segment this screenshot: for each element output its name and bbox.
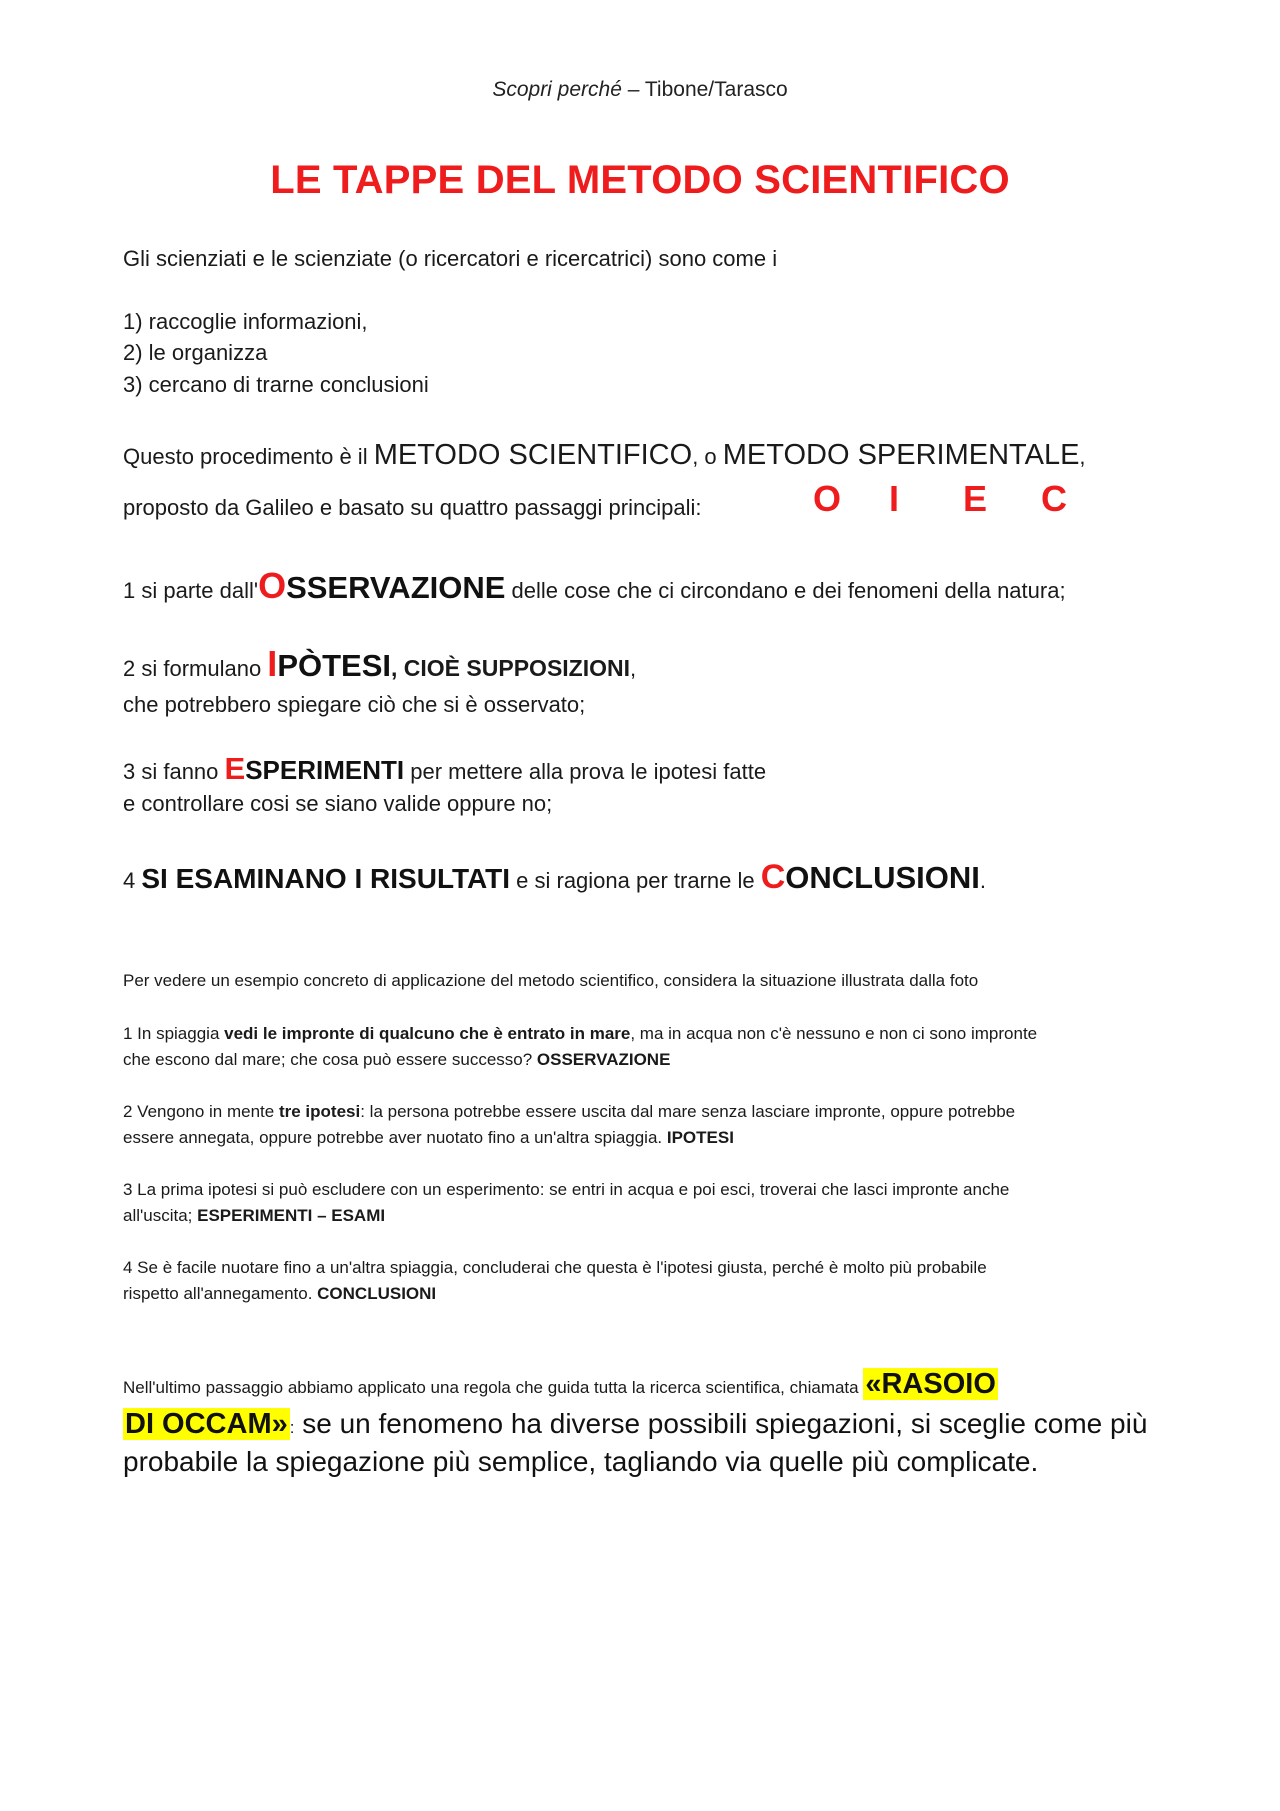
method-term-experimental: METODO SPERIMENTALE	[722, 439, 1080, 471]
example-1-pre: 1 In spiaggia	[123, 1024, 225, 1043]
method-term-scientific: METODO SCIENTIFICO	[373, 439, 693, 471]
step-2-word: PÒTESI	[277, 648, 392, 683]
occam-highlight-1: «RASOIO	[865, 1368, 996, 1400]
step-4-post: .	[979, 868, 987, 893]
example-2-pre: 2 Vengono in mente	[123, 1102, 279, 1121]
example-2-line-1	[123, 1102, 1015, 1122]
step-4-bold: SI ESAMINANO I RISULTATI	[141, 863, 511, 894]
step-1-initial: O	[258, 565, 287, 606]
intro-text: Gli scienziati e le scienziate (o ricercatori e ricercatrici) sono come i	[123, 246, 778, 271]
occam-colon: :	[289, 1418, 295, 1437]
step-1-post: delle cose che ci circondano e dei fenomeni della natura;	[505, 578, 1066, 603]
step-3-initial: E	[224, 751, 246, 786]
list-item-3: 3) cercano di trarne conclusioni	[123, 372, 429, 397]
example-1-line-2	[123, 1050, 670, 1070]
oiec-letter-e: E	[963, 478, 988, 519]
example-1-bold: vedi le impronte di qualcuno che è entrato in mare	[224, 1024, 631, 1043]
example-2-line-2	[123, 1128, 734, 1148]
example-4-tag: CONCLUSIONI	[317, 1284, 437, 1303]
header-separator: –	[621, 78, 645, 101]
step-2	[123, 643, 636, 685]
occam-highlight-2: DI OCCAM»	[125, 1408, 288, 1440]
example-2-post: : la persona potrebbe essere uscita dal mare senza lasciare impronte, oppure potrebbe	[360, 1102, 1016, 1121]
header-authors: Tibone/Tarasco	[644, 78, 788, 101]
oiec-letter-o: O	[813, 478, 842, 519]
method-post: ,	[1079, 444, 1086, 469]
step-2-line-2: che potrebbero spiegare ciò che si è osservato;	[123, 692, 586, 717]
example-3-line-2	[123, 1206, 385, 1226]
step-1-pre: 1 si parte dall'	[123, 578, 259, 603]
oiec-letter-c: C	[1041, 478, 1067, 519]
page-title: LE TAPPE DEL METODO SCIENTIFICO	[270, 158, 1010, 202]
occam-line-1	[123, 1368, 998, 1401]
page-header	[0, 78, 1280, 102]
example-4-line-2-text: rispetto all'annegamento.	[123, 1284, 318, 1303]
step-3-pre: 3 si fanno	[123, 759, 225, 784]
example-intro: Per vedere un esempio concreto di applicazione del metodo scientifico, considera la situazione illustrata dalla foto	[123, 971, 979, 990]
example-3-line-1: 3 La prima ipotesi si può escludere con un esperimento: se entri in acqua e poi esci, troverai che lasci impronte anche	[123, 1180, 1010, 1199]
example-3-tag: ESPERIMENTI – ESAMI	[197, 1206, 386, 1225]
step-2-post: ,	[630, 656, 637, 681]
example-1-line-1	[123, 1024, 1037, 1044]
book-title: Scopri perché	[492, 78, 622, 101]
example-2-line-2-text: essere annegata, oppure potrebbe aver nuotato fino a un'altra spiaggia.	[123, 1128, 667, 1147]
example-2-tag: IPOTESI	[666, 1128, 734, 1147]
example-3-line-2-text: all'uscita;	[123, 1206, 198, 1225]
step-3-word: SPERIMENTI	[245, 755, 405, 785]
step-2-bold: , CIOÈ SUPPOSIZIONI	[391, 655, 630, 681]
list-item-1: 1) raccoglie informazioni,	[123, 309, 368, 334]
method-mid: , o	[692, 444, 723, 469]
example-4-line-2	[123, 1284, 436, 1304]
step-3-line-2: e controllare cosi se siano valide oppure no;	[123, 791, 553, 816]
example-4-line-1: 4 Se è facile nuotare fino a un'altra spiaggia, concluderai che questa è l'ipotesi giusta, perché è molto più probabile	[123, 1258, 987, 1277]
step-4	[123, 858, 986, 897]
occam-line-3: probabile la spiegazione più semplice, tagliando via quelle più complicate.	[123, 1446, 1039, 1477]
occam-pre: Nell'ultimo passaggio abbiamo applicato una regola che guida tutta la ricerca scientifica, chiamata	[123, 1378, 864, 1397]
method-line-2: proposto da Galileo e basato su quattro passaggi principali:	[123, 495, 702, 520]
example-2-bold: tre ipotesi	[278, 1102, 361, 1121]
step-1-word: SSERVAZIONE	[286, 570, 506, 605]
step-4-word: ONCLUSIONI	[785, 860, 980, 895]
step-4-mid: e si ragiona per trarne le	[510, 868, 761, 893]
example-1-line-2-text: che escono dal mare; che cosa può essere successo?	[123, 1050, 537, 1069]
step-2-initial: I	[267, 643, 278, 684]
step-4-pre: 4	[123, 868, 142, 893]
example-1-post: , ma in acqua non c'è nessuno e non ci sono impronte	[630, 1024, 1038, 1043]
method-line-1	[123, 439, 1086, 472]
method-pre: Questo procedimento è il	[123, 444, 374, 469]
step-2-pre: 2 si formulano	[123, 656, 268, 681]
step-3-post: per mettere alla prova le ipotesi fatte	[404, 759, 767, 784]
occam-line-2	[123, 1408, 1147, 1441]
occam-post: se un fenomeno ha diverse possibili spiegazioni, si sceglie come più	[294, 1408, 1148, 1439]
step-3	[123, 751, 766, 787]
list-item-2: 2) le organizza	[123, 340, 268, 365]
example-1-tag: OSSERVAZIONE	[536, 1050, 671, 1069]
step-1	[123, 565, 1066, 607]
step-4-initial: C	[760, 858, 786, 896]
oiec-letter-i: I	[889, 478, 900, 519]
